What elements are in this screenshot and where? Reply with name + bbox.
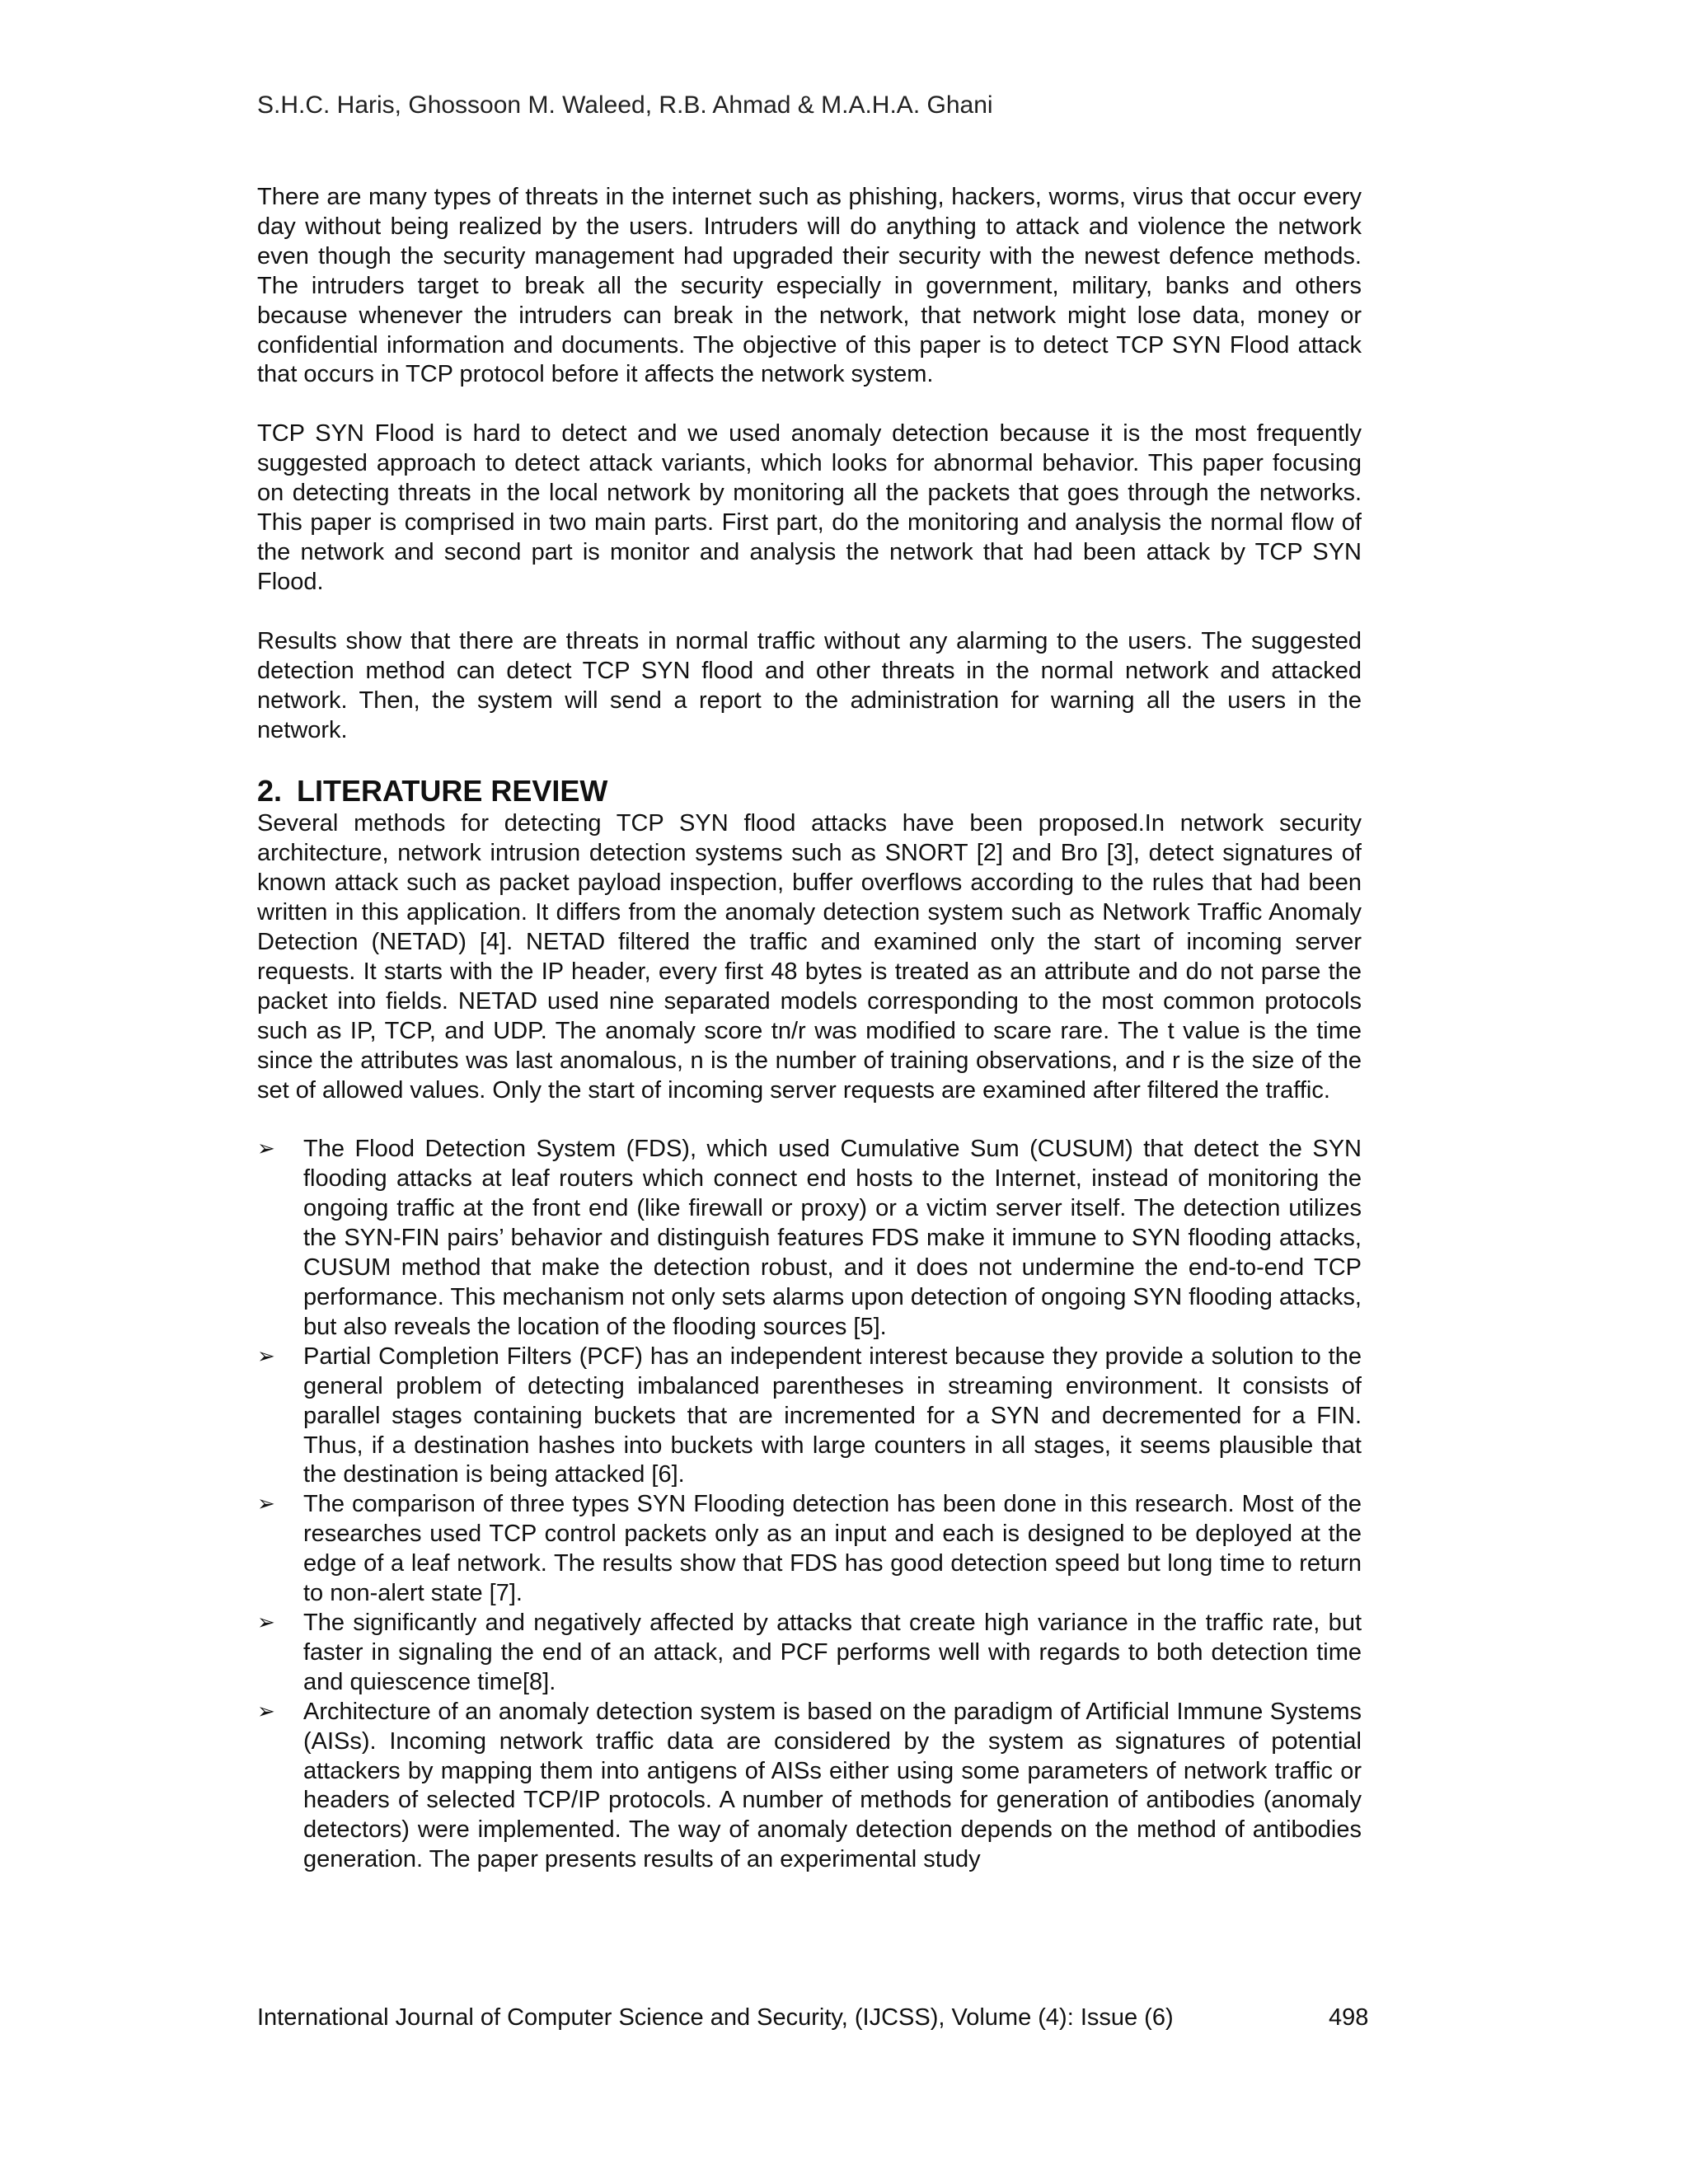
list-item <box>257 1698 1362 1875</box>
section-heading <box>257 775 1362 808</box>
list-item-text: Partial Completion Filters (PCF) has an independent interest because they provide a solution to the general problem of detecting imbalanced parentheses in streaming environment. It consists of parallel stages containing buckets that are incremented for a SYN and decremented for a FIN. Thus, if a destination hashes into buckets with large counters in all stages, it seems plausible that the destination is being attacked [6]. <box>303 1343 1362 1488</box>
running-head-authors: S.H.C. Haris, Ghossoon M. Waleed, R.B. Ahmad & M.A.H.A. Ghani <box>257 91 993 119</box>
list-item-text: The significantly and negatively affected by attacks that create high variance in the traffic rate, but faster in signaling the end of an attack, and PCF performs well with regards to both detection time and quiescence time[8]. <box>303 1609 1362 1695</box>
list-item <box>257 1135 1362 1342</box>
arrowhead-bullet-icon: ➢ <box>257 1343 275 1369</box>
literature-paragraph: Several methods for detecting TCP SYN flood attacks have been proposed.In network security architecture, network intrusion detection systems such as SNORT [2] and Bro [3], detect signatures of known attack such as packet payload inspection, buffer overflows according to the rules that had been written in this application. It differs from the anomaly detection system such as Network Traffic Anomaly Detection (NETAD) [4]. NETAD filtered the traffic and examined only the start of incoming server requests. It starts with the IP header, every first 48 bytes is treated as an attribute and do not parse the packet into fields. NETAD used nine separated models corresponding to the most common protocols such as IP, TCP, and UDP. The anomaly score tn/r was modified to scare rare. The t value is the time since the attributes was last anomalous, n is the number of training observations, and r is the size of the set of allowed values. Only the start of incoming server requests are examined after filtered the traffic. <box>257 810 1362 1104</box>
arrowhead-bullet-icon: ➢ <box>257 1610 275 1635</box>
list-item-text: Architecture of an anomaly detection system is based on the paradigm of Artificial Immune Systems (AISs). Incoming network traffic data are considered by the system as signatures of potential attackers by mapping them into antigens of AISs either using some parameters of network traffic or headers of selected TCP/IP protocols. A number of methods for generation of antibodies (anomaly detectors) were implemented. The way of anomaly detection depends on the method of antibodies generation. The paper presents results of an experimental study <box>303 1698 1362 1873</box>
section-number: 2. <box>257 774 283 808</box>
intro-paragraph-1: There are many types of threats in the internet such as phishing, hackers, worms, virus that occur every day without being realized by the users. Intruders will do anything to attack and violence the network even though the security management had upgraded their security with the newest defence methods. The intruders target to break all the security especially in government, military, banks and others because whenever the intruders can break in the network, that network might lose data, money or confidential information and documents. The objective of this paper is to detect TCP SYN Flood attack that occurs in TCP protocol before it affects the network system. <box>257 184 1362 388</box>
arrowhead-bullet-icon: ➢ <box>257 1137 275 1162</box>
bullet-list <box>257 1135 1362 1875</box>
list-item-text: The comparison of three types SYN Flooding detection has been done in this research. Most of the researches used TCP control packets only as an input and each is designed to be deployed at the edge of a leaf network. The results show that FDS has good detection speed but long time to return to non-alert state [7]. <box>303 1491 1362 1607</box>
footer-page-number: 498 <box>1329 2004 1369 2031</box>
section-title: LITERATURE REVIEW <box>297 774 608 808</box>
arrowhead-bullet-icon: ➢ <box>257 1699 275 1724</box>
intro-paragraph-2: TCP SYN Flood is hard to detect and we used anomaly detection because it is the most frequently suggested approach to detect attack variants, which looks for abnormal behavior. This paper focusing on detecting threats in the local network by monitoring all the packets that goes through the networks. This paper is comprised in two main parts. First part, do the monitoring and analysis the normal flow of the network and second part is monitor and analysis the network that had been attack by TCP SYN Flood. <box>257 420 1362 595</box>
arrowhead-bullet-icon: ➢ <box>257 1492 275 1517</box>
list-item <box>257 1490 1362 1609</box>
list-item <box>257 1343 1362 1491</box>
intro-paragraph-3: Results show that there are threats in normal traffic without any alarming to the users. The suggested detection method can detect TCP SYN flood and other threats in the normal network and attacked network. Then, the system will send a report to the administration for warning all the users in the network. <box>257 627 1362 743</box>
list-item-text: The Flood Detection System (FDS), which used Cumulative Sum (CUSUM) that detect the SYN flooding attacks at leaf routers which connect end hosts to the Internet, instead of monitoring the ongoing traffic at the front end (like firewall or proxy) or a victim server itself. The detection utilizes the SYN-FIN pairs’ behavior and distinguish features FDS make it immune to SYN flooding attacks, CUSUM method that make the detection robust, and it does not undermine the end-to-end TCP performance. This mechanism not only sets alarms upon detection of ongoing SYN flooding attacks, but also reveals the location of the flooding sources [5]. <box>303 1136 1362 1340</box>
list-item <box>257 1609 1362 1698</box>
footer-journal-citation: International Journal of Computer Science and Security, (IJCSS), Volume (4): Issue (6) <box>257 2004 1174 2031</box>
page-body <box>257 183 1362 1875</box>
